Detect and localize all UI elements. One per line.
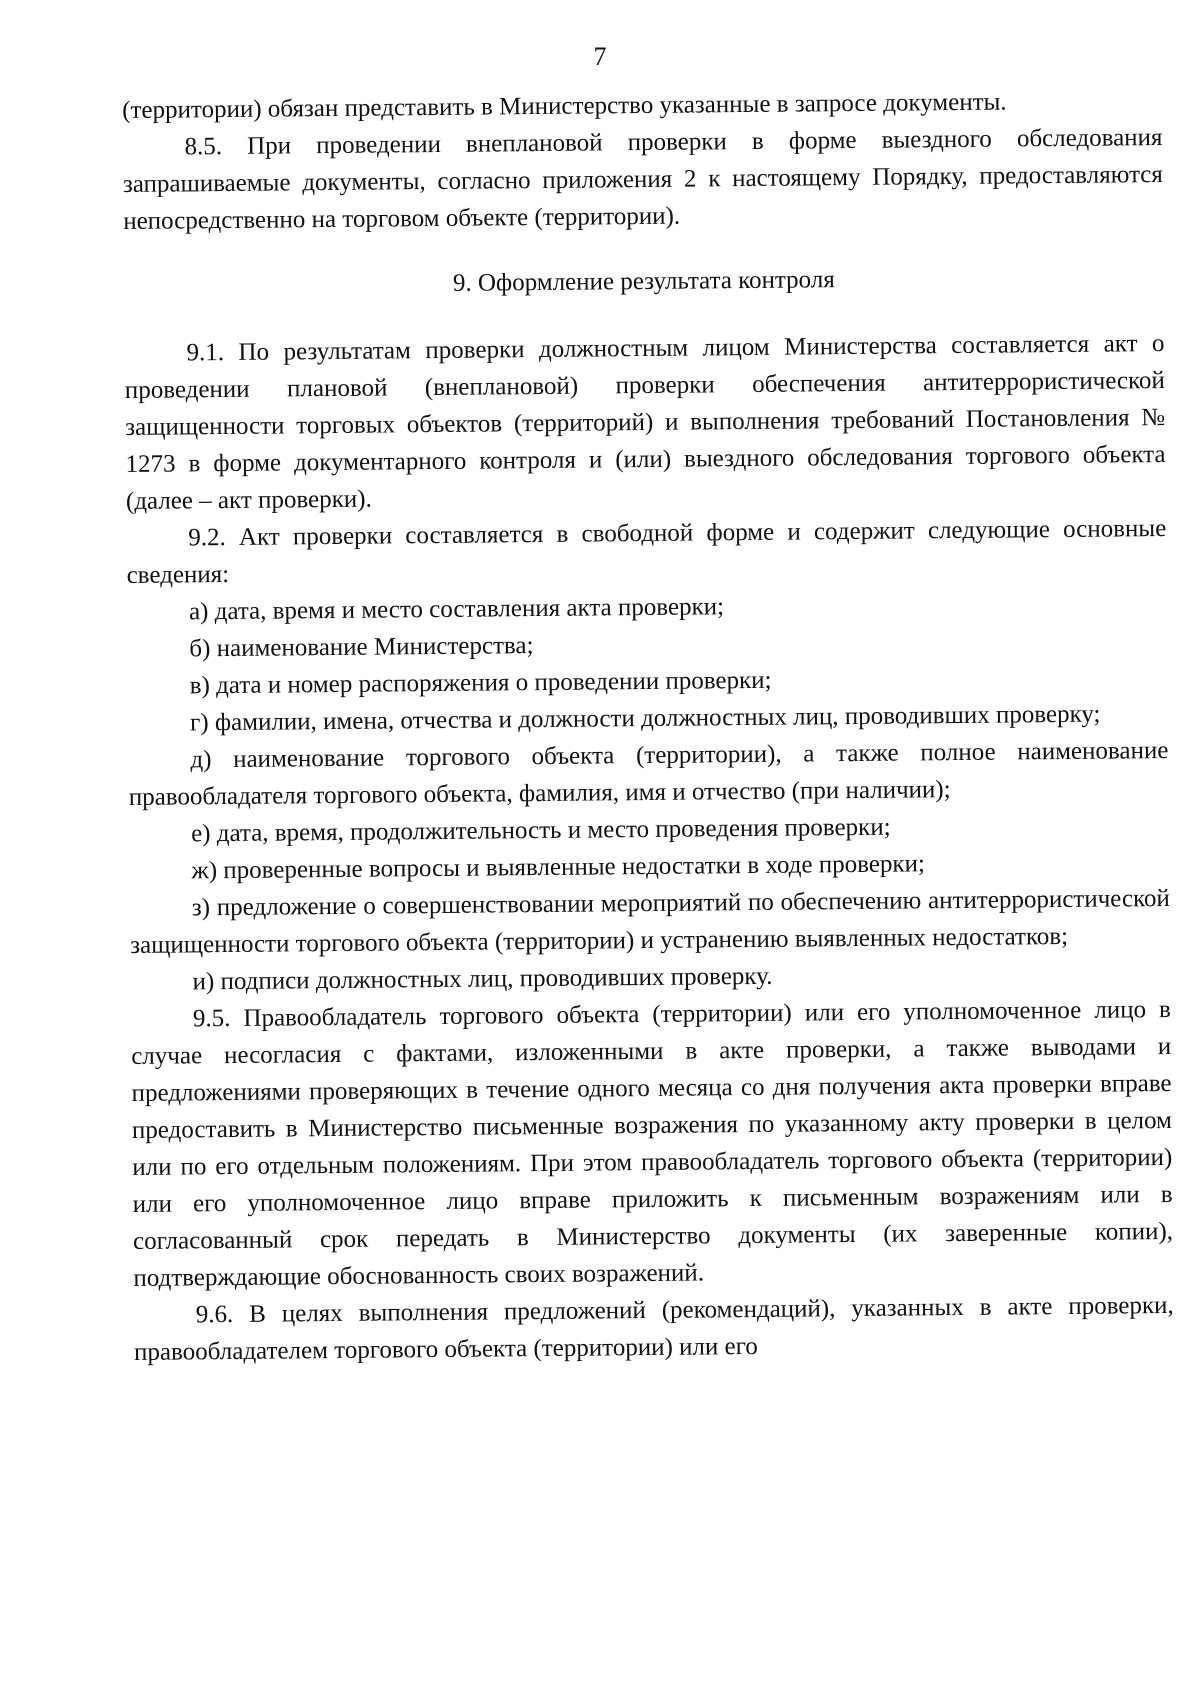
paragraph-9-2: 9.2. Акт проверки составляется в свободной форме и содержит следующие основные сведения: (126, 514, 1167, 589)
list-item-e: е) дата, время, продолжительность и место проведения проверки; (190, 813, 891, 848)
list-item-zh: ж) проверенные вопросы и выявленные недостатки в ходе проверки; (191, 850, 926, 885)
paragraph-9-5: 9.5. Правообладатель торгового объекта (территории) или его уполномоченное лицо в случае несогласия с фактами, изложенными в акте проверки, а также выводами и предложениями проверяющих в течение одного месяца со дня получения акта проверки вправе предоставить в Министерство письменные возражения по указанному акту проверки в целом или по его отдельным положениям. При этом правообладатель торгового объекта (территории) или его уполномоченное лицо вправе приложить к письменным возражениям или в согласованный срок передать в Министерство документы (их заверенные копии), подтверждающие обоснованность своих возражений. (131, 995, 1174, 1292)
list-item-g: г) фамилии, имена, отчества и должности должностных лиц, проводивших проверку; (189, 700, 1101, 737)
page-number: 7 (593, 42, 607, 71)
list-item-v: в) дата и номер распоряжения о проведении проверки; (189, 666, 772, 700)
list-item-a: а) дата, время и место составления акта проверки; (188, 593, 725, 626)
document-body (122, 82, 1174, 1371)
list-item-z: з) предложение о совершенствовании мероприятий по обеспечению антитеррористической защищенности торгового объекта (территории) и устранению выявленных недостатков; (130, 884, 1170, 959)
paragraph-8-5: 8.5. При проведении внеплановой проверки в форме выездного обследования запрашиваемые документы, согласно приложения 2 к настоящему Порядку, предоставляются непосредственно на торговом объекте (территории). (122, 124, 1163, 235)
paragraph-continuation: (территории) обязан представить в Министерство указанные в запросе документы. (122, 88, 1007, 124)
list-item-b: б) наименование Министерства; (189, 632, 534, 663)
list-item-d: д) наименование торгового объекта (территории), а также полное наименование правообладателя торгового объекта, фамилия, имя и отчество (при наличии); (128, 736, 1169, 811)
paragraph-9-1: 9.1. По результатам проверки должностным лицом Министерства составляется акт о проведении плановой (внеплановой) проверки обеспечения антитеррористической защищенности торговых объектов (территорий) и выполнения требований Постановления № 1273 в форме документарного контроля и (или) выездного обследования торгового объекта (далее – акт проверки). (124, 330, 1166, 515)
list-item-i: и) подписи должностных лиц, проводивших проверку. (192, 962, 773, 996)
paragraph-9-6: 9.6. В целях выполнения предложений (рекомендаций), указанных в акте проверки, правообладателем торгового объекта (территории) или его (133, 1291, 1174, 1366)
section-9-heading: 9. Оформление результата контроля (452, 266, 835, 297)
